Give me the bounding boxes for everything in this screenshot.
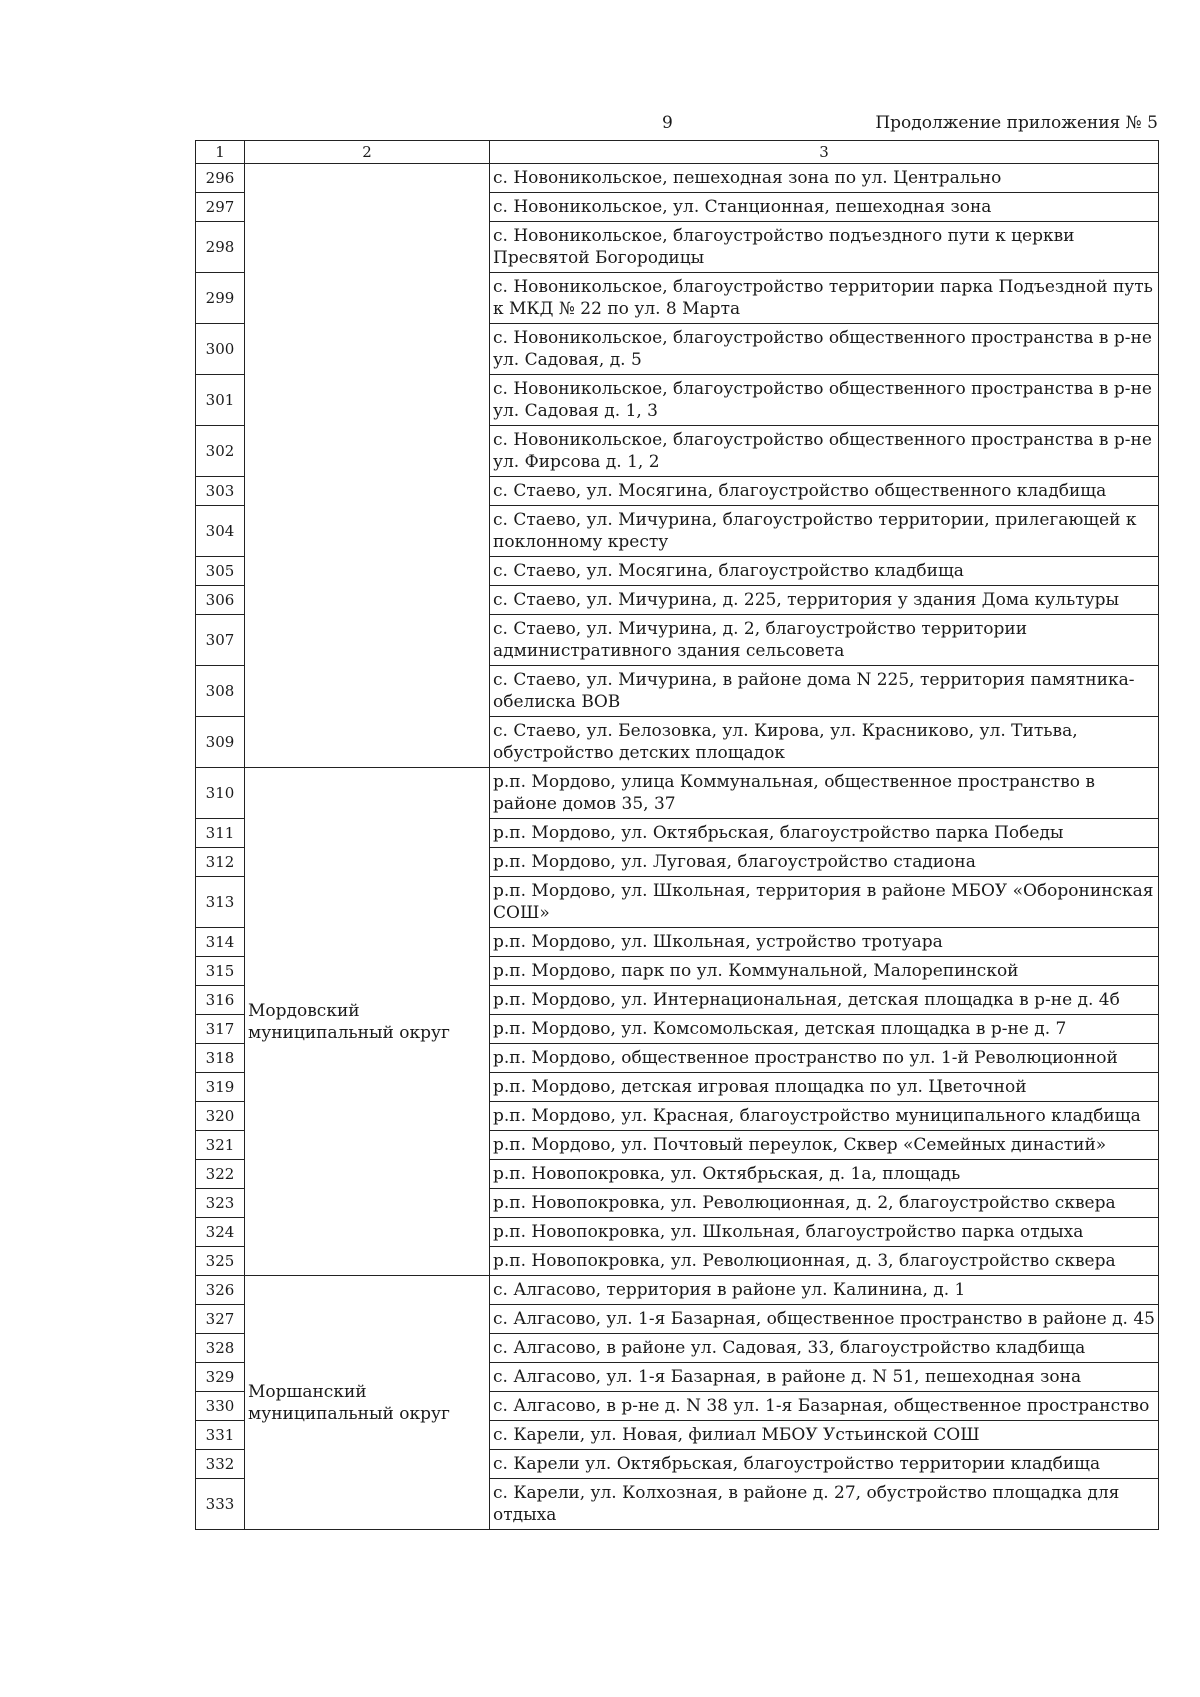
object-description: с. Карели, ул. Новая, филиал МБОУ Устьинской СОШ (490, 1421, 1159, 1450)
row-number: 325 (196, 1247, 245, 1276)
row-number: 313 (196, 877, 245, 928)
object-description: р.п. Новопокровка, ул. Революционная, д. 3, благоустройство сквера (490, 1247, 1159, 1276)
row-number: 331 (196, 1421, 245, 1450)
row-number: 307 (196, 615, 245, 666)
object-description: р.п. Мордово, ул. Школьная, территория в районе МБОУ «Оборонинская СОШ» (490, 877, 1159, 928)
object-description: р.п. Мордово, ул. Почтовый переулок, Сквер «Семейных династий» (490, 1131, 1159, 1160)
row-number: 317 (196, 1015, 245, 1044)
row-number: 300 (196, 324, 245, 375)
row-number: 302 (196, 426, 245, 477)
object-description: с. Стаево, ул. Мичурина, д. 2, благоустройство территории административного здания сельсовета (490, 615, 1159, 666)
object-description: с. Карели, ул. Колхозная, в районе д. 27, обустройство площадка для отдыха (490, 1479, 1159, 1530)
row-number: 304 (196, 506, 245, 557)
row-number: 323 (196, 1189, 245, 1218)
object-description: с. Алгасово, в р-не д. N 38 ул. 1-я Базарная, общественное пространство (490, 1392, 1159, 1421)
object-description: р.п. Мордово, ул. Интернациональная, детская площадка в р-не д. 4б (490, 986, 1159, 1015)
object-description: с. Стаево, ул. Белозовка, ул. Кирова, ул. Красниково, ул. Титьва, обустройство детских площадок (490, 717, 1159, 768)
row-number: 303 (196, 477, 245, 506)
column-header-1: 1 (196, 141, 245, 164)
row-number: 308 (196, 666, 245, 717)
continuation-label: Продолжение приложения № 5 (875, 113, 1158, 133)
table-row (196, 1276, 1159, 1305)
row-number: 305 (196, 557, 245, 586)
object-description: р.п. Новопокровка, ул. Школьная, благоустройство парка отдыха (490, 1218, 1159, 1247)
object-description: р.п. Мордово, ул. Луговая, благоустройство стадиона (490, 848, 1159, 877)
object-description: с. Стаево, ул. Мичурина, благоустройство территории, прилегающей к поклонному кресту (490, 506, 1159, 557)
object-description: р.п. Новопокровка, ул. Октябрьская, д. 1а, площадь (490, 1160, 1159, 1189)
row-number: 309 (196, 717, 245, 768)
row-number: 297 (196, 193, 245, 222)
row-number: 312 (196, 848, 245, 877)
object-description: р.п. Мордово, ул. Октябрьская, благоустройство парка Победы (490, 819, 1159, 848)
row-number: 296 (196, 164, 245, 193)
district-cell: Моршанский муниципальный округ (245, 1276, 490, 1530)
appendix-table (195, 140, 1159, 1530)
row-number: 316 (196, 986, 245, 1015)
row-number: 298 (196, 222, 245, 273)
row-number: 318 (196, 1044, 245, 1073)
column-header-3: 3 (490, 141, 1159, 164)
object-description: с. Стаево, ул. Мичурина, д. 225, территория у здания Дома культуры (490, 586, 1159, 615)
object-description: с. Новоникольское, благоустройство общественного пространства в р-не ул. Садовая д. 1, 3 (490, 375, 1159, 426)
object-description: с. Новоникольское, благоустройство общественного пространства в р-не ул. Садовая, д. 5 (490, 324, 1159, 375)
object-description: с. Стаево, ул. Мичурина, в районе дома N 225, территория памятника-обелиска ВОВ (490, 666, 1159, 717)
row-number: 311 (196, 819, 245, 848)
row-number: 329 (196, 1363, 245, 1392)
object-description: с. Алгасово, в районе ул. Садовая, 33, благоустройство кладбища (490, 1334, 1159, 1363)
column-header-2: 2 (245, 141, 490, 164)
row-number: 324 (196, 1218, 245, 1247)
object-description: с. Алгасово, ул. 1-я Базарная, в районе д. N 51, пешеходная зона (490, 1363, 1159, 1392)
row-number: 327 (196, 1305, 245, 1334)
object-description: р.п. Мордово, ул. Комсомольская, детская площадка в р-не д. 7 (490, 1015, 1159, 1044)
object-description: р.п. Мордово, ул. Красная, благоустройство муниципального кладбища (490, 1102, 1159, 1131)
object-description: с. Стаево, ул. Мосягина, благоустройство общественного кладбища (490, 477, 1159, 506)
row-number: 333 (196, 1479, 245, 1530)
object-description: с. Карели ул. Октябрьская, благоустройство территории кладбища (490, 1450, 1159, 1479)
object-description: с. Новоникольское, благоустройство общественного пространства в р-не ул. Фирсова д. 1, 2 (490, 426, 1159, 477)
object-description: р.п. Новопокровка, ул. Революционная, д. 2, благоустройство сквера (490, 1189, 1159, 1218)
row-number: 310 (196, 768, 245, 819)
object-description: р.п. Мордово, улица Коммунальная, общественное пространство в районе домов 35, 37 (490, 768, 1159, 819)
row-number: 306 (196, 586, 245, 615)
row-number: 322 (196, 1160, 245, 1189)
row-number: 320 (196, 1102, 245, 1131)
row-number: 315 (196, 957, 245, 986)
row-number: 299 (196, 273, 245, 324)
row-number: 321 (196, 1131, 245, 1160)
row-number: 326 (196, 1276, 245, 1305)
district-cell: Мордовский муниципальный округ (245, 768, 490, 1276)
page-number: 9 (662, 113, 673, 133)
table-row (196, 164, 1159, 193)
object-description: р.п. Мордово, парк по ул. Коммунальной, Малорепинской (490, 957, 1159, 986)
row-number: 319 (196, 1073, 245, 1102)
table-body (196, 164, 1159, 1530)
table-header-row (196, 141, 1159, 164)
object-description: с. Новоникольское, благоустройство территории парка Подъездной путь к МКД № 22 по ул. 8 Марта (490, 273, 1159, 324)
row-number: 328 (196, 1334, 245, 1363)
row-number: 332 (196, 1450, 245, 1479)
object-description: р.п. Мордово, ул. Школьная, устройство тротуара (490, 928, 1159, 957)
object-description: с. Алгасово, ул. 1-я Базарная, общественное пространство в районе д. 45 (490, 1305, 1159, 1334)
object-description: с. Стаево, ул. Мосягина, благоустройство кладбища (490, 557, 1159, 586)
row-number: 314 (196, 928, 245, 957)
row-number: 330 (196, 1392, 245, 1421)
object-description: р.п. Мордово, общественное пространство по ул. 1-й Революционной (490, 1044, 1159, 1073)
row-number: 301 (196, 375, 245, 426)
object-description: с. Алгасово, территория в районе ул. Калинина, д. 1 (490, 1276, 1159, 1305)
object-description: с. Новоникольское, благоустройство подъездного пути к церкви Пресвятой Богородицы (490, 222, 1159, 273)
table-row (196, 768, 1159, 819)
object-description: с. Новоникольское, пешеходная зона по ул. Центрально (490, 164, 1159, 193)
district-cell (245, 164, 490, 768)
object-description: р.п. Мордово, детская игровая площадка по ул. Цветочной (490, 1073, 1159, 1102)
object-description: с. Новоникольское, ул. Станционная, пешеходная зона (490, 193, 1159, 222)
